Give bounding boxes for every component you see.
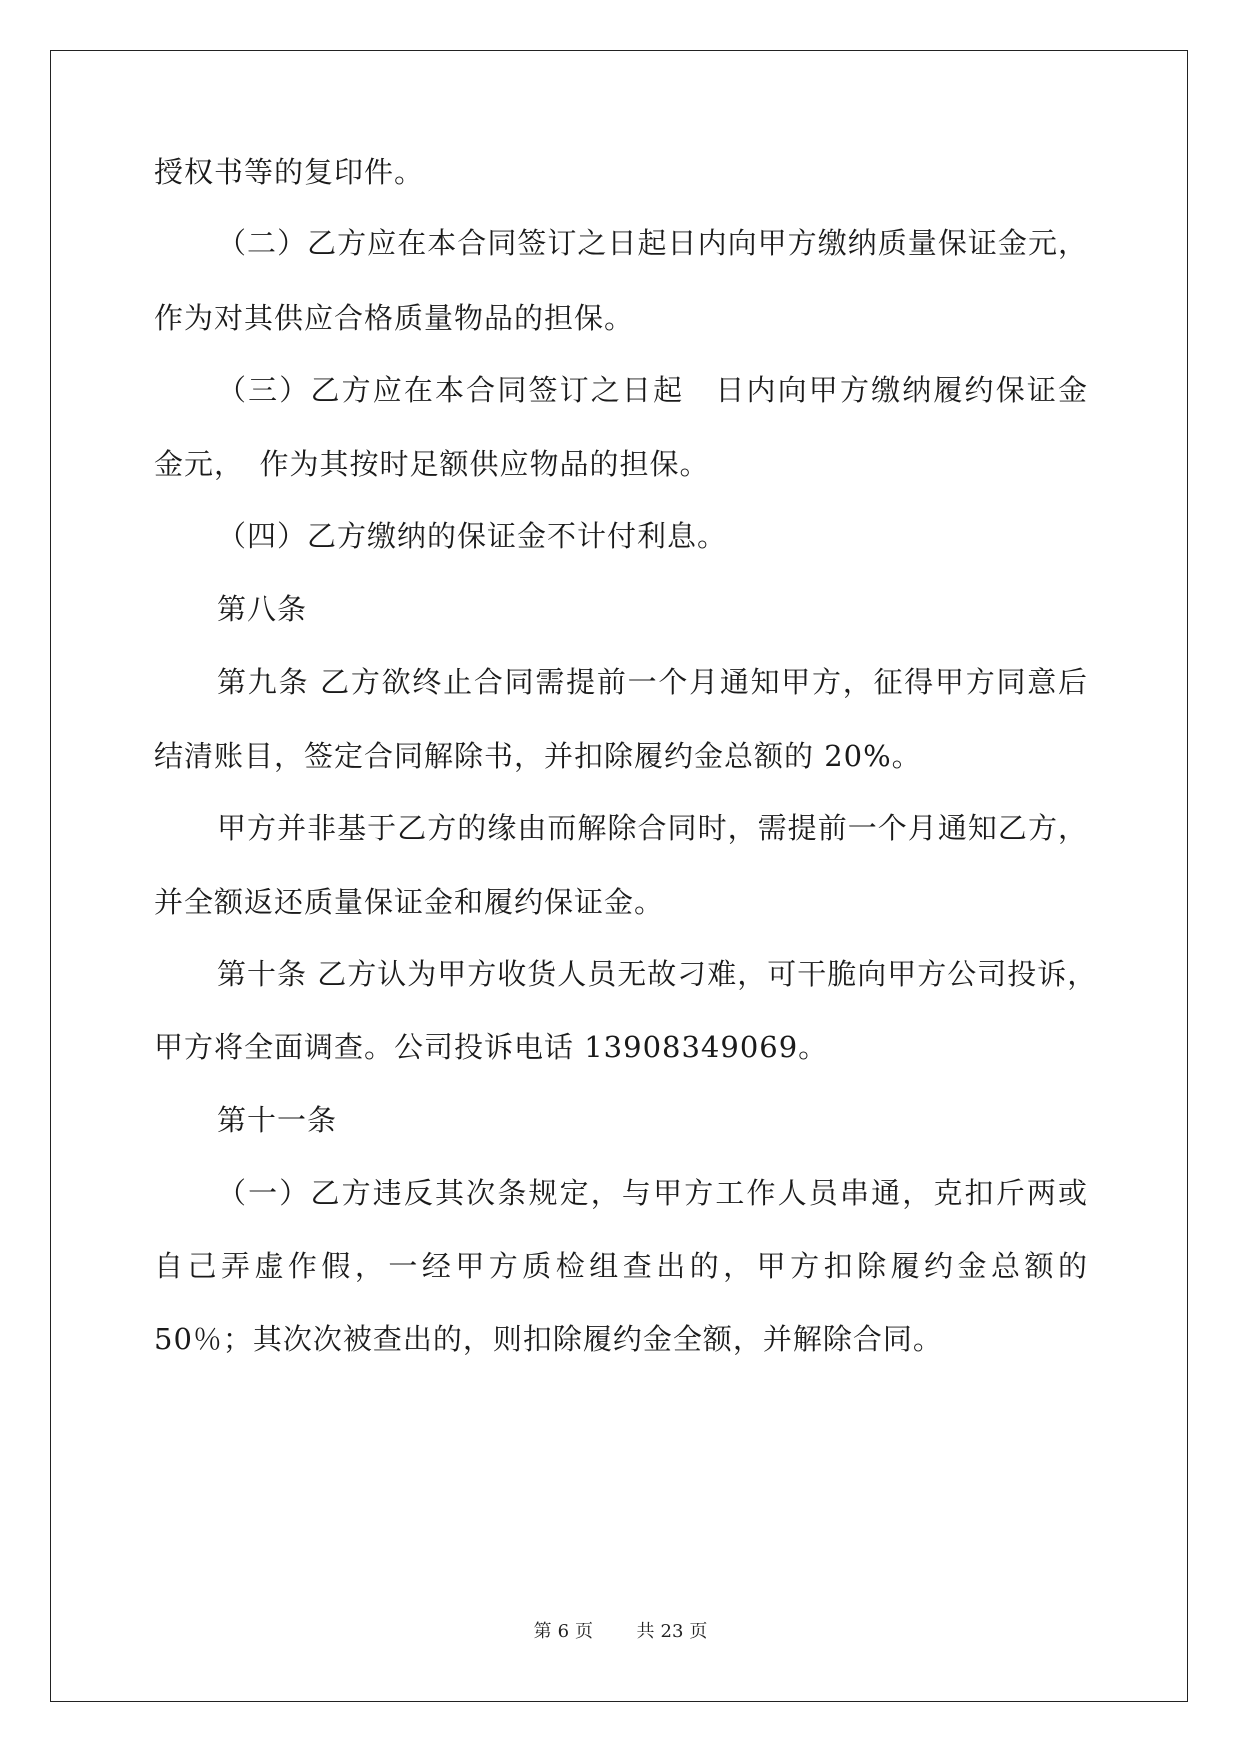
- text-line: 授权书等的复印件。: [154, 155, 425, 189]
- text-line: 甲方并非基于乙方的缘由而解除合同时，需提前一个月通知乙方，: [217, 811, 1088, 845]
- page-number: 6: [557, 1621, 570, 1642]
- text-line: （一）乙方违反其次条规定，与甲方工作人员串通，克扣斤两或: [217, 1176, 1088, 1210]
- section-heading: 第十一条: [217, 1103, 338, 1137]
- text-line: 甲方将全面调查。公司投诉电话 13908349069。: [154, 1030, 829, 1064]
- page-suffix: 页: [575, 1621, 594, 1642]
- text-line: 第九条 乙方欲终止合同需提前一个月通知甲方，征得甲方同意后: [217, 665, 1088, 699]
- text-line: 自己弄虚作假，一经甲方质检组查出的，甲方扣除履约金总额的: [154, 1249, 1088, 1283]
- text-line: （四）乙方缴纳的保证金不计付利息。: [217, 519, 728, 553]
- text-line: （三）乙方应在本合同签订之日起 日内向甲方缴纳履约保证金: [217, 373, 1088, 407]
- total-suffix: 页: [689, 1621, 708, 1642]
- text-line: 第十条 乙方认为甲方收货人员无故刁难，可干脆向甲方公司投诉，: [217, 957, 1098, 991]
- total-pages: 23: [660, 1621, 684, 1642]
- total-prefix: 共: [636, 1621, 655, 1642]
- page-footer: [0, 1620, 1241, 1644]
- page-prefix: 第: [533, 1621, 552, 1642]
- text-line: 金元， 作为其按时足额供应物品的担保。: [154, 447, 710, 481]
- text-line: （二）乙方应在本合同签订之日起日内向甲方缴纳质量保证金元，: [217, 226, 1088, 260]
- text-line: 作为对其供应合格质量物品的担保。: [154, 301, 635, 335]
- text-line: 结清账目，签定合同解除书，并扣除履约金总额的 20%。: [154, 739, 922, 773]
- section-heading: 第八条: [217, 592, 308, 626]
- text-line: 并全额返还质量保证金和履约保证金。: [154, 885, 665, 919]
- text-line: 50％；其次次被查出的，则扣除履约金全额，并解除合同。: [154, 1322, 943, 1356]
